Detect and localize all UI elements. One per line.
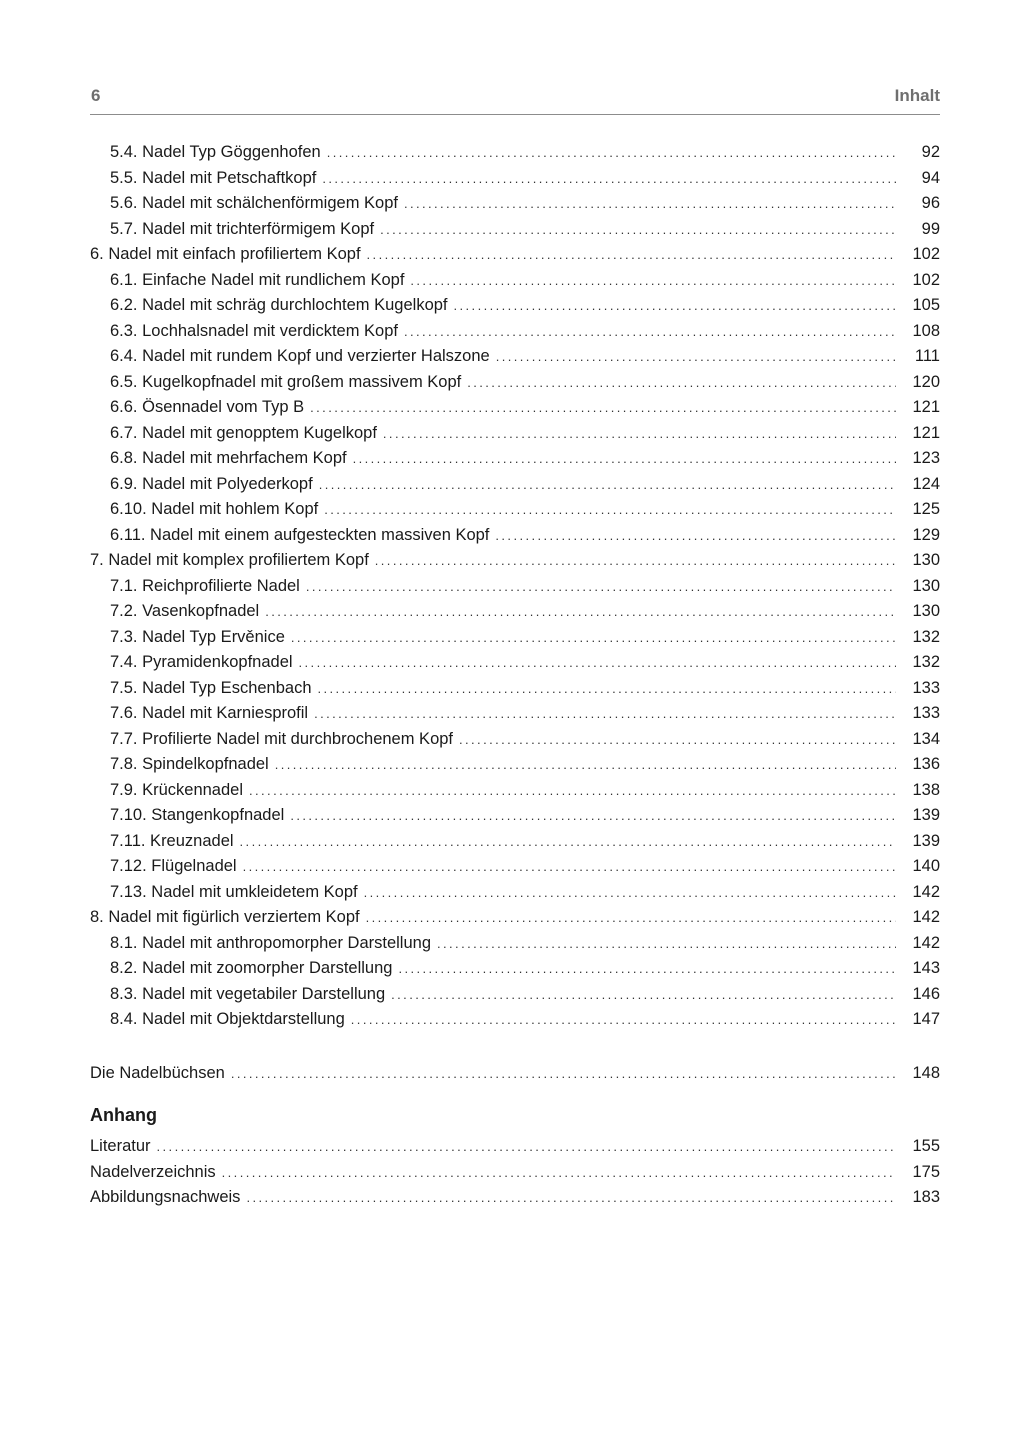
toc-entry-label: 6. Nadel mit einfach profiliertem Kopf: [90, 245, 361, 263]
toc-entry-page: 138: [912, 780, 940, 799]
toc-main-list: [90, 140, 940, 1033]
toc-entry[interactable]: [90, 370, 940, 396]
dot-leader: [459, 727, 896, 753]
toc-entry-label: 7.6. Nadel mit Karniesprofil: [110, 704, 309, 722]
toc-entry-label: 6.8. Nadel mit mehrfachem Kopf: [110, 449, 347, 467]
toc-entry[interactable]: [90, 1185, 940, 1211]
toc-entry[interactable]: [90, 905, 940, 931]
section-spacer: [90, 1033, 940, 1061]
toc-entry[interactable]: [90, 931, 940, 957]
toc-entry[interactable]: [90, 701, 940, 727]
toc-entry-page: 133: [912, 704, 940, 722]
table-of-contents: [90, 140, 940, 1211]
toc-entry[interactable]: [90, 319, 940, 345]
dot-leader: [291, 625, 896, 651]
toc-entry[interactable]: [90, 421, 940, 447]
toc-entry-label: 8. Nadel mit figürlich verziertem Kopf: [90, 908, 360, 926]
toc-entry-page: 139: [912, 806, 940, 824]
toc-entry-page: 99: [921, 219, 940, 238]
toc-entry-label: 5.4. Nadel Typ Göggenhofen: [110, 143, 321, 161]
dot-leader: [327, 140, 896, 166]
toc-entry[interactable]: [90, 880, 940, 906]
toc-entry-page: 102: [912, 245, 940, 263]
toc-entry-label: 5.6. Nadel mit schälchenförmigem Kopf: [110, 194, 398, 212]
toc-entry-page: 147: [912, 1010, 940, 1028]
dot-leader: [299, 650, 896, 676]
toc-entry-page: 132: [912, 653, 940, 671]
toc-entry-page: 183: [912, 1188, 940, 1206]
toc-entry[interactable]: [90, 497, 940, 523]
toc-entry-label: 6.2. Nadel mit schräg durchlochtem Kugelkopf: [110, 296, 448, 314]
toc-entry-label: 8.3. Nadel mit vegetabiler Darstellung: [110, 984, 386, 1003]
toc-entry[interactable]: [90, 191, 940, 217]
toc-entry-page: 125: [912, 500, 940, 518]
toc-entry-label: Die Nadelbüchsen: [90, 1063, 225, 1082]
dot-leader: [398, 956, 896, 982]
toc-entry[interactable]: [90, 293, 940, 319]
toc-entry[interactable]: [90, 1007, 940, 1033]
dot-leader: [383, 421, 896, 447]
dot-leader: [437, 931, 896, 957]
toc-entry-page: 148: [912, 1063, 940, 1082]
page-number: 6: [91, 86, 101, 105]
toc-entry[interactable]: [90, 395, 940, 421]
toc-entry-label: 7.13. Nadel mit umkleidetem Kopf: [110, 882, 358, 901]
toc-entry[interactable]: [90, 727, 940, 753]
toc-entry-label: 7.12. Flügelnadel: [110, 857, 237, 875]
toc-entry-label: 5.7. Nadel mit trichterförmigem Kopf: [110, 219, 375, 238]
toc-entry-label: 6.7. Nadel mit genopptem Kugelkopf: [110, 423, 377, 442]
toc-entry-label: 7.4. Pyramidenkopfnadel: [110, 653, 293, 671]
dot-leader: [246, 1185, 896, 1211]
toc-entry-label: 8.1. Nadel mit anthropomorpher Darstellung: [110, 933, 432, 952]
dot-leader: [375, 548, 896, 574]
dot-leader: [367, 242, 896, 268]
toc-entry-page: 120: [912, 372, 940, 391]
toc-entry-page: 142: [912, 908, 940, 926]
dot-leader: [380, 217, 896, 243]
dot-leader: [222, 1160, 896, 1186]
toc-entry[interactable]: [90, 548, 940, 574]
toc-entry-page: 140: [912, 857, 940, 875]
toc-entry-label: 7.9. Krückennadel: [110, 780, 244, 799]
toc-entry-label: 6.10. Nadel mit hohlem Kopf: [110, 500, 319, 518]
dot-leader: [351, 1007, 896, 1033]
dot-leader: [391, 982, 896, 1008]
toc-entry-page: 130: [912, 602, 940, 620]
toc-entry[interactable]: [90, 446, 940, 472]
toc-entry-label: 7.10. Stangenkopfnadel: [110, 806, 285, 824]
toc-entry-page: 139: [912, 831, 940, 850]
dot-leader: [318, 676, 897, 702]
toc-entry-label: 7. Nadel mit komplex profiliertem Kopf: [90, 551, 369, 569]
toc-entry-page: 96: [921, 194, 940, 212]
toc-entry-page: 133: [912, 678, 940, 697]
toc-entry-page: 142: [912, 933, 940, 952]
toc-entry-label: 7.7. Profilierte Nadel mit durchbrochenem Kopf: [110, 729, 454, 748]
toc-entry-label: 6.4. Nadel mit rundem Kopf und verzierter Halszone: [110, 347, 490, 365]
toc-entry[interactable]: [90, 344, 940, 370]
toc-entry-page: 130: [912, 551, 940, 569]
toc-entry[interactable]: [90, 166, 940, 192]
toc-entry-label: 8.2. Nadel mit zoomorpher Darstellung: [110, 959, 393, 977]
dot-leader: [454, 293, 896, 319]
toc-entry-label: Literatur: [90, 1137, 151, 1155]
toc-entry[interactable]: [90, 650, 940, 676]
toc-entry-label: 8.4. Nadel mit Objektdarstellung: [110, 1010, 345, 1028]
toc-entry[interactable]: [90, 752, 940, 778]
dot-leader: [467, 370, 896, 396]
toc-entry-page: 146: [912, 984, 940, 1003]
dot-leader: [366, 905, 896, 931]
toc-entry-label: 7.2. Vasenkopfnadel: [110, 602, 260, 620]
toc-entry-label: 6.11. Nadel mit einem aufgesteckten massiven Kopf: [110, 525, 490, 544]
toc-entry[interactable]: [90, 1134, 940, 1160]
toc-entry[interactable]: [90, 778, 940, 804]
toc-entry[interactable]: [90, 472, 940, 498]
toc-entry-label: 6.9. Nadel mit Polyederkopf: [110, 474, 313, 493]
toc-entry[interactable]: [90, 574, 940, 600]
dot-leader: [364, 880, 896, 906]
dot-leader: [265, 599, 896, 625]
toc-entry-label: 7.5. Nadel Typ Eschenbach: [110, 678, 312, 697]
toc-entry[interactable]: [90, 829, 940, 855]
toc-entry-label: 6.3. Lochhalsnadel mit verdicktem Kopf: [110, 321, 398, 340]
toc-entry-page: 134: [912, 729, 940, 748]
toc-entry-page: 108: [912, 321, 940, 340]
toc-entry[interactable]: [90, 599, 940, 625]
toc-entry-page: 124: [912, 474, 940, 493]
toc-entry-label: 7.8. Spindelkopfnadel: [110, 755, 269, 773]
dot-leader: [353, 446, 896, 472]
toc-entry-page: 105: [912, 296, 940, 314]
toc-entry-page: 142: [912, 882, 940, 901]
dot-leader: [310, 395, 896, 421]
toc-entry-page: 123: [912, 449, 940, 467]
toc-entry[interactable]: [90, 982, 940, 1008]
toc-entry-page: 129: [912, 525, 940, 544]
dot-leader: [249, 778, 896, 804]
toc-entry-label: 7.1. Reichprofilierte Nadel: [110, 576, 300, 595]
dot-leader: [410, 268, 896, 294]
dot-leader: [404, 191, 896, 217]
toc-entry-page: 111: [914, 347, 940, 365]
dot-leader: [495, 523, 896, 549]
dot-leader: [157, 1134, 896, 1160]
toc-entry[interactable]: [90, 803, 940, 829]
toc-entry-label: 6.6. Ösennadel vom Typ B: [110, 398, 305, 416]
dot-leader: [322, 166, 896, 192]
running-title: Inhalt: [894, 86, 940, 105]
toc-entry-page: 155: [912, 1137, 940, 1155]
dot-leader: [240, 829, 896, 855]
page-header: [90, 86, 940, 114]
toc-entry-page: 132: [912, 627, 940, 646]
toc-entry-page: 121: [912, 423, 940, 442]
toc-entry-page: 92: [921, 143, 940, 161]
dot-leader: [496, 344, 896, 370]
toc-entry-label: Nadelverzeichnis: [90, 1162, 216, 1181]
dot-leader: [275, 752, 896, 778]
dot-leader: [324, 497, 896, 523]
toc-entry-label: 5.5. Nadel mit Petschaftkopf: [110, 168, 317, 187]
toc-entry[interactable]: [90, 1160, 940, 1186]
dot-leader: [314, 701, 896, 727]
toc-entry-label: 6.5. Kugelkopfnadel mit großem massivem Kopf: [110, 372, 462, 391]
toc-entry-page: 121: [912, 398, 940, 416]
dot-leader: [290, 803, 896, 829]
toc-entry[interactable]: [90, 956, 940, 982]
toc-entry-label: 7.3. Nadel Typ Ervěnice: [110, 627, 285, 646]
toc-entry-label: Abbildungsnachweis: [90, 1188, 241, 1206]
toc-entry-page: 143: [912, 959, 940, 977]
toc-entry[interactable]: [90, 268, 940, 294]
toc-entry-page: 94: [921, 168, 940, 187]
dot-leader: [231, 1061, 896, 1087]
toc-entry-page: 130: [912, 576, 940, 595]
toc-entry[interactable]: [90, 242, 940, 268]
toc-entry-label: 6.1. Einfache Nadel mit rundlichem Kopf: [110, 270, 405, 289]
toc-entry-nadelbuechsen[interactable]: [90, 1061, 940, 1087]
toc-entry-page: 175: [912, 1162, 940, 1181]
toc-entry-page: 102: [912, 270, 940, 289]
appendix-list: [90, 1134, 940, 1211]
toc-entry-page: 136: [912, 755, 940, 773]
toc-entry[interactable]: [90, 625, 940, 651]
toc-entry[interactable]: [90, 854, 940, 880]
toc-entry[interactable]: [90, 140, 940, 166]
header-rule: [90, 114, 940, 115]
dot-leader: [243, 854, 896, 880]
dot-leader: [319, 472, 896, 498]
toc-entry[interactable]: [90, 217, 940, 243]
toc-entry[interactable]: [90, 523, 940, 549]
dot-leader: [306, 574, 896, 600]
dot-leader: [404, 319, 896, 345]
toc-entry-label: 7.11. Kreuznadel: [110, 831, 234, 850]
toc-entry[interactable]: [90, 676, 940, 702]
appendix-heading: Anhang: [90, 1105, 157, 1125]
